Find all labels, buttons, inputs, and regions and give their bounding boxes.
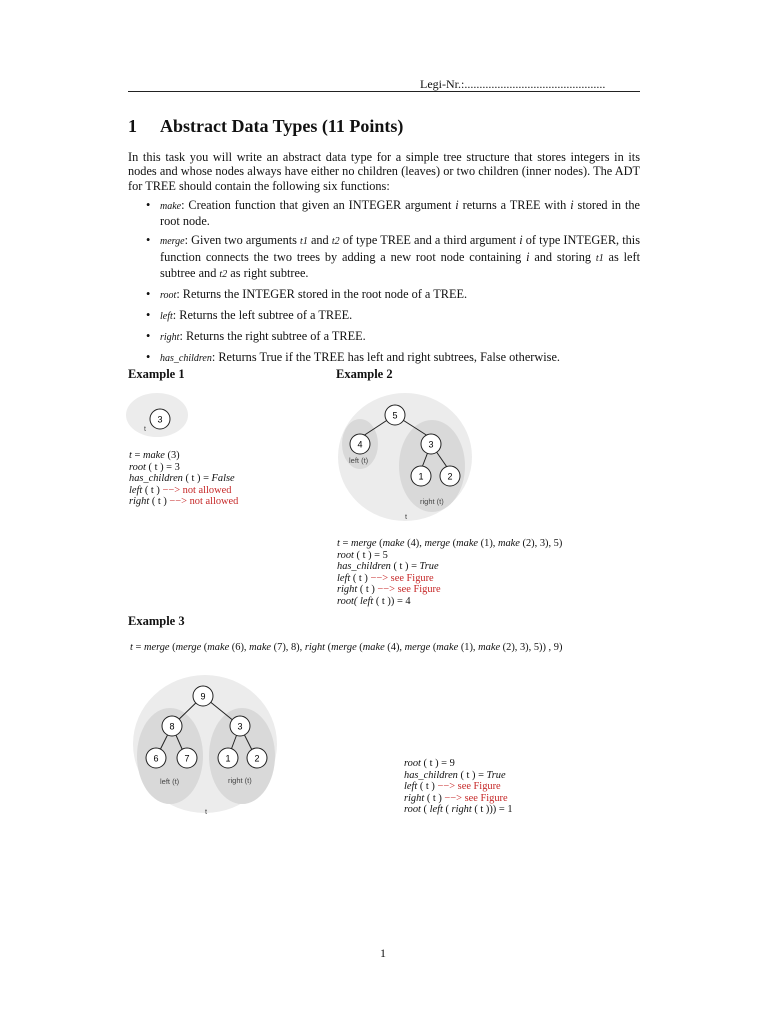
function-desc: as right subtree. (227, 266, 309, 281)
code-line: t = merge (merge (make (6), make (7), 8), right (merge (make (4), merge (make (1), make (2), 3), 5)) , 9) (130, 642, 563, 653)
code-line: has_children ( t ) = True (337, 561, 439, 572)
function-name: left (160, 311, 173, 323)
node-value: 8 (169, 721, 175, 732)
code-line: has_children ( t ) = True (404, 769, 506, 781)
code-line: right ( t ) −−> not allowed (129, 496, 239, 507)
function-item-make (128, 198, 640, 229)
function-desc: : Returns the left subtree of a TREE. (172, 308, 353, 323)
node-value: 2 (447, 471, 453, 482)
example3-expression (130, 642, 562, 654)
code-line: left ( t ) −−> see Figure (404, 781, 501, 792)
function-desc: : Returns True if the TREE has left and right subtrees, False otherwise. (211, 350, 560, 365)
code-line: left ( t ) −−> not allowed (129, 484, 232, 496)
function-name: has_children (160, 353, 212, 365)
bullet: • (146, 350, 151, 365)
function-desc: and storing (529, 249, 596, 264)
example1-heading: Example 1 (128, 367, 185, 381)
function-name: make (160, 201, 182, 212)
function-item-merge (128, 233, 640, 282)
example3-figure (130, 674, 282, 820)
example2-heading: Example 2 (336, 367, 393, 381)
left-subtree-label: left (t) (160, 777, 180, 786)
bullet: • (146, 233, 151, 248)
function-desc: of type TREE and a third argument (339, 233, 520, 248)
page-number: 1 (380, 946, 386, 960)
section-title-text: Abstract Data Types (11 Points) (160, 116, 404, 136)
legi-nr-field: Legi-Nr.:............................................... (420, 77, 606, 91)
math-var: i (519, 233, 523, 248)
bullet: • (146, 308, 151, 323)
function-item-left (128, 308, 640, 324)
node-value: 4 (357, 439, 363, 450)
code-line: has_children ( t ) = False (129, 473, 235, 484)
node-value: 5 (392, 410, 398, 421)
code-line: t = make (3) (129, 450, 180, 461)
function-item-has-children (128, 350, 640, 366)
function-desc: : Creation function that given an INTEGER argument (181, 198, 456, 212)
function-desc: and (307, 233, 332, 248)
example2-code (337, 538, 562, 607)
code-line: root ( t ) = 9 (404, 758, 455, 769)
math-var: i (455, 198, 459, 212)
function-item-right (128, 329, 640, 345)
code-line: root( left ( t )) = 4 (337, 595, 411, 607)
node-value: 3 (428, 439, 434, 450)
math-var: i (570, 198, 574, 212)
code-line: t = merge (make (4), merge (make (1), make (2), 3), 5) (337, 538, 563, 549)
node-value: 3 (237, 721, 243, 732)
node-value: 2 (254, 753, 260, 764)
intro-paragraph: In this task you will write an abstract data type for a simple tree structure that stores integers in its nodes and whose nodes always have either no children (leaves) or two children (inner nodes). The ADT for TREE should contain the following six functions: (128, 150, 640, 193)
function-name: merge (160, 236, 185, 248)
node-value: 6 (153, 753, 159, 764)
function-desc: : Returns the INTEGER stored in the root node of a TREE. (176, 287, 468, 302)
function-item-root (128, 287, 640, 303)
math-var: t2 (331, 236, 340, 248)
tree-label: t (144, 426, 146, 433)
function-desc: as left subtree and (160, 249, 641, 281)
node-value: 3 (157, 414, 163, 425)
example1-figure (124, 392, 194, 440)
tree-label: t (205, 807, 208, 816)
bullet: • (146, 198, 151, 212)
function-name: right (160, 332, 180, 344)
section-title (128, 116, 403, 137)
code-line: right ( t ) −−> see Figure (404, 792, 508, 804)
node-value: 9 (200, 691, 206, 702)
right-subtree-label: right (t) (420, 497, 444, 506)
function-desc: of type INTEGER, this function connects the two trees by adding a new root node containing (160, 233, 640, 264)
example3-code (404, 758, 513, 816)
example3-heading: Example 3 (128, 614, 185, 628)
code-line: root ( t ) = 3 (129, 461, 180, 473)
bullet: • (146, 329, 151, 344)
section-number: 1 (128, 116, 137, 136)
node-value: 7 (184, 753, 190, 764)
code-line: left ( t ) −−> see Figure (337, 572, 434, 584)
math-var: i (526, 249, 530, 264)
function-desc: stored in the root node. (160, 198, 640, 229)
function-desc: : Returns the right subtree of a TREE. (179, 329, 366, 344)
header-rule (128, 91, 640, 92)
right-subtree-label: right (t) (228, 776, 252, 785)
tree-label: t (405, 512, 408, 521)
code-line: root ( left ( right ( t ))) = 1 (404, 804, 513, 815)
node-value: 1 (225, 753, 231, 764)
bullet: • (146, 287, 151, 302)
math-var: t1 (595, 252, 604, 264)
function-desc: : Given two arguments (184, 233, 301, 248)
function-desc: returns a TREE with (458, 198, 571, 212)
math-var: t1 (300, 236, 308, 248)
math-var: t2 (219, 269, 228, 281)
example2-figure (335, 392, 480, 527)
function-name: root (160, 290, 177, 302)
function-list (128, 198, 640, 371)
code-line: right ( t ) −−> see Figure (337, 584, 441, 595)
node-value: 1 (418, 471, 424, 482)
code-line: root ( t ) = 5 (337, 549, 388, 561)
left-subtree-label: left (t) (349, 456, 369, 465)
example1-code (129, 450, 238, 508)
